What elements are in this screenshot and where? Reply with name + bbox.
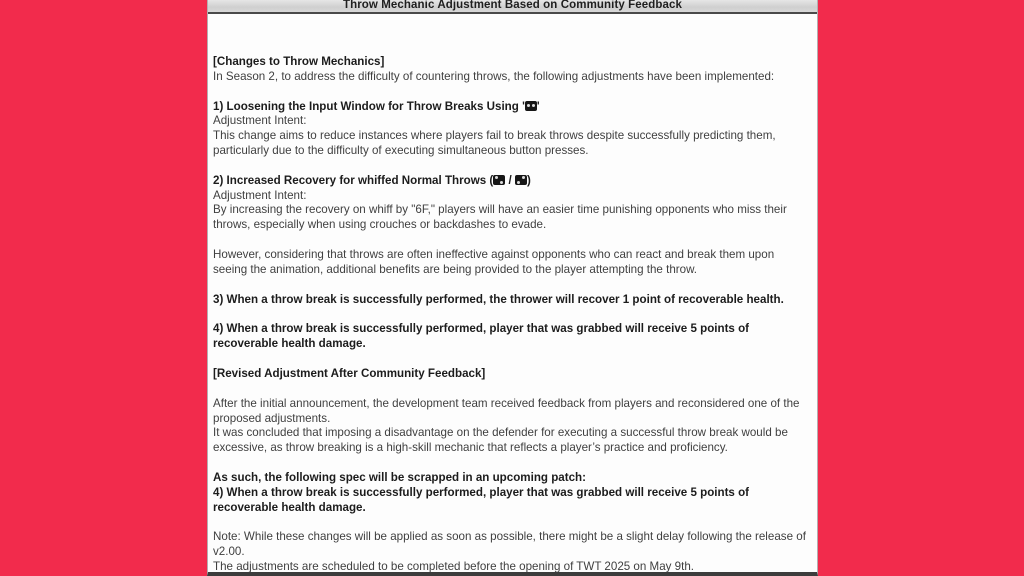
right-throw-button-icon [515,175,527,185]
document-title: Throw Mechanic Adjustment Based on Community Feedback [208,0,817,14]
section-2 [213,174,811,233]
section-2-heading: 2) Increased Recovery for whiffed Normal Throws ( / ) [213,173,531,187]
patch-notes-document [207,0,818,576]
left-throw-button-icon [493,175,505,185]
revised-body [213,397,811,456]
section-1-intent-label: Adjustment Intent: [213,114,307,128]
changes-section-intro [213,55,811,85]
section-1-heading: 1) Loosening the Input Window for Throw Breaks Using ' ' [213,99,540,113]
note-text-2: The adjustments are scheduled to be completed before the opening of TWT 2025 on May 9th. [213,559,695,573]
document-body [208,14,817,575]
section-2-intent-label: Adjustment Intent: [213,188,307,202]
revised-heading: [Revised Adjustment After Community Feedback] [213,366,486,380]
section-2-body-2: However, considering that throws are often ineffective against opponents who can react and break them upon seeing the animation, additional benefits are being provided to the player attempting the throw. [213,247,775,276]
revised-body-1: After the initial announcement, the development team received feedback from players and reconsidered one of the proposed adjustments. [213,396,800,425]
revised-body-2: It was concluded that imposing a disadvantage on the defender for executing a successful throw break would be excessive, as throw breaking is a high-skill mechanic that reflects a player’s practice and proficiency. [213,426,788,455]
scrapped-spec-intro: As such, the following spec will be scrapped in an upcoming patch: [213,470,586,484]
note-block [213,530,811,574]
button-1-plus-2-icon [525,101,537,111]
note-text-1: Note: While these changes will be applied as soon as possible, there might be a slight delay following the release of v2.00. [213,530,806,559]
scrapped-spec [213,471,811,515]
changes-heading: [Changes to Throw Mechanics] [213,55,385,68]
scrapped-spec-body: 4) When a throw break is successfully performed, player that was grabbed will receive 5 points of recoverable health damage. [213,485,750,514]
section-4-text: 4) When a throw break is successfully performed, player that was grabbed will receive 5 points of recoverable health damage. [213,322,750,351]
changes-intro-text: In Season 2, to address the difficulty of countering throws, the following adjustments have been implemented: [213,69,775,83]
section-2-body-1: By increasing the recovery on whiff by "6F," players will have an easier time punishing opponents who miss their throws, especially when using crouches or backdashes to evade. [213,203,787,232]
section-1-body: This change aims to reduce instances where players fail to break throws despite successfully predicting them, particularly due to the difficulty of executing simultaneous button presses. [213,129,776,157]
section-1 [213,100,811,159]
section-3-text: 3) When a throw break is successfully performed, the thrower will recover 1 point of recoverable health. [213,292,784,306]
